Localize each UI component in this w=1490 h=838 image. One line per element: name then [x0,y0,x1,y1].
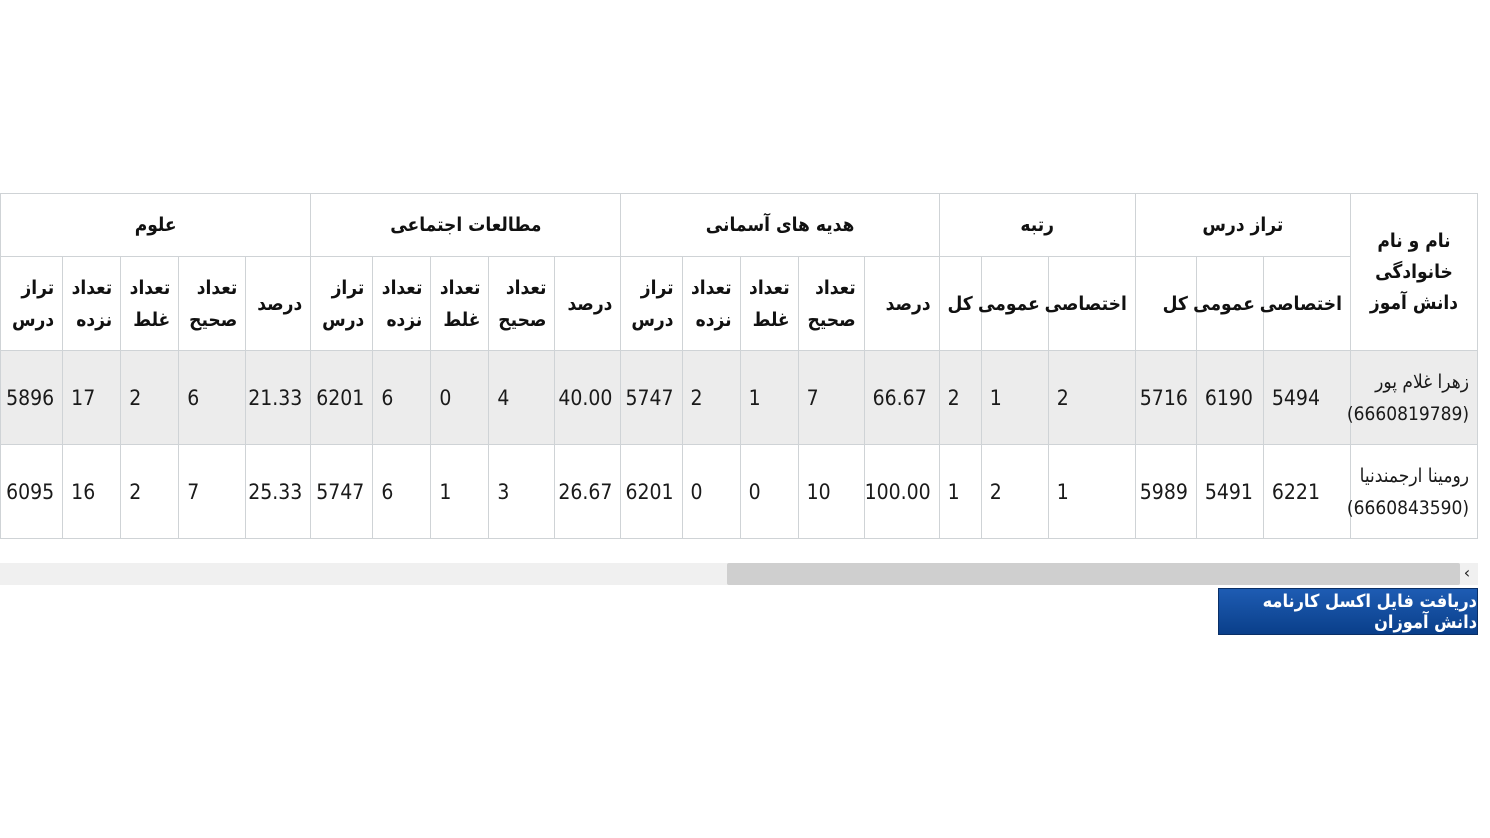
table-cell: 5494 [1263,351,1350,445]
sub-header-nazade: تعداد نزده [63,257,121,351]
table-cell: 5716 [1135,351,1196,445]
group-header-row [1,194,1478,257]
table-cell: 1 [981,351,1048,445]
table-cell: 100.00 [864,445,939,539]
report-table-container [0,193,1478,539]
table-cell: 66.67 [864,351,939,445]
sub-header-omoomi: عمومی [1196,257,1263,351]
table-cell: 2 [121,351,179,445]
group-header-taraz: تراز درس [1135,194,1350,257]
table-cell: 2 [121,445,179,539]
table-cell: 4 [489,351,555,445]
table-cell: 26.67 [555,445,621,539]
table-cell: 0 [740,445,798,539]
table-cell: 0 [682,445,740,539]
sub-header-ekhtesasi: اختصاصی [1263,257,1350,351]
sub-header-darsad: درصد [246,257,311,351]
name-column-header: نام و نام خانوادگی دانش آموز [1350,194,1477,351]
sub-header-sahih: تعداد صحیح [798,257,864,351]
sub-header-darsad: درصد [864,257,939,351]
sub-header-sahih: تعداد صحیح [489,257,555,351]
table-cell: 5989 [1135,445,1196,539]
table-cell: 1 [431,445,489,539]
table-cell: 6095 [1,445,63,539]
table-cell: 2 [682,351,740,445]
sub-header-ghalat: تعداد غلط [740,257,798,351]
sub-header-sahih: تعداد صحیح [179,257,246,351]
table-cell: 6201 [311,351,373,445]
sub-header-nazade: تعداد نزده [682,257,740,351]
sub-header-ekhtesasi: اختصاصی [1048,257,1135,351]
table-cell: 10 [798,445,864,539]
table-cell: 7 [798,351,864,445]
sub-header-kol: کل [1135,257,1196,351]
table-cell: 6 [179,351,246,445]
table-cell: 1 [1048,445,1135,539]
table-cell: 2 [1048,351,1135,445]
table-cell: 7 [179,445,246,539]
table-cell: 2 [939,351,981,445]
table-cell: 25.33 [246,445,311,539]
sub-header-darsad: درصد [555,257,621,351]
sub-header-taraz-dars: تراز درس [621,257,682,351]
sub-header-taraz-dars: تراز درس [1,257,63,351]
table-cell: 6 [373,445,431,539]
sub-header-nazade: تعداد نزده [373,257,431,351]
table-cell: 17 [63,351,121,445]
sub-header-row [1,257,1478,351]
group-header-motaleat: مطالعات اجتماعی [311,194,621,257]
group-header-hedye: هدیه های آسمانی [621,194,939,257]
group-header-oloom: علوم [1,194,311,257]
table-cell: 3 [489,445,555,539]
table-cell: 1 [939,445,981,539]
student-name-cell: رومینا ارجمندنیا (6660843590) [1350,445,1477,539]
table-cell: 5747 [311,445,373,539]
table-cell: 6221 [1263,445,1350,539]
table-cell: 6190 [1196,351,1263,445]
download-excel-button[interactable]: دریافت فایل اکسل کارنامه دانش آموزان [1218,588,1478,635]
sub-header-ghalat: تعداد غلط [431,257,489,351]
table-cell: 1 [740,351,798,445]
horizontal-scrollbar[interactable] [0,563,1478,585]
table-cell: 5747 [621,351,682,445]
table-cell: 5896 [1,351,63,445]
student-report-table [0,193,1478,539]
sub-header-ghalat: تعداد غلط [121,257,179,351]
table-cell: 6201 [621,445,682,539]
table-cell: 40.00 [555,351,621,445]
chevron-left-icon[interactable]: ‹ [1463,563,1471,582]
sub-header-taraz-dars: تراز درس [311,257,373,351]
sub-header-omoomi: عمومی [981,257,1048,351]
scrollbar-thumb[interactable] [727,563,1460,585]
table-row [1,445,1478,539]
table-cell: 5491 [1196,445,1263,539]
table-cell: 0 [431,351,489,445]
table-row [1,351,1478,445]
sub-header-kol: کل [939,257,981,351]
table-cell: 2 [981,445,1048,539]
student-name-cell: زهرا غلام پور (6660819789) [1350,351,1477,445]
table-cell: 21.33 [246,351,311,445]
table-cell: 16 [63,445,121,539]
group-header-rotbe: رتبه [939,194,1135,257]
table-cell: 6 [373,351,431,445]
